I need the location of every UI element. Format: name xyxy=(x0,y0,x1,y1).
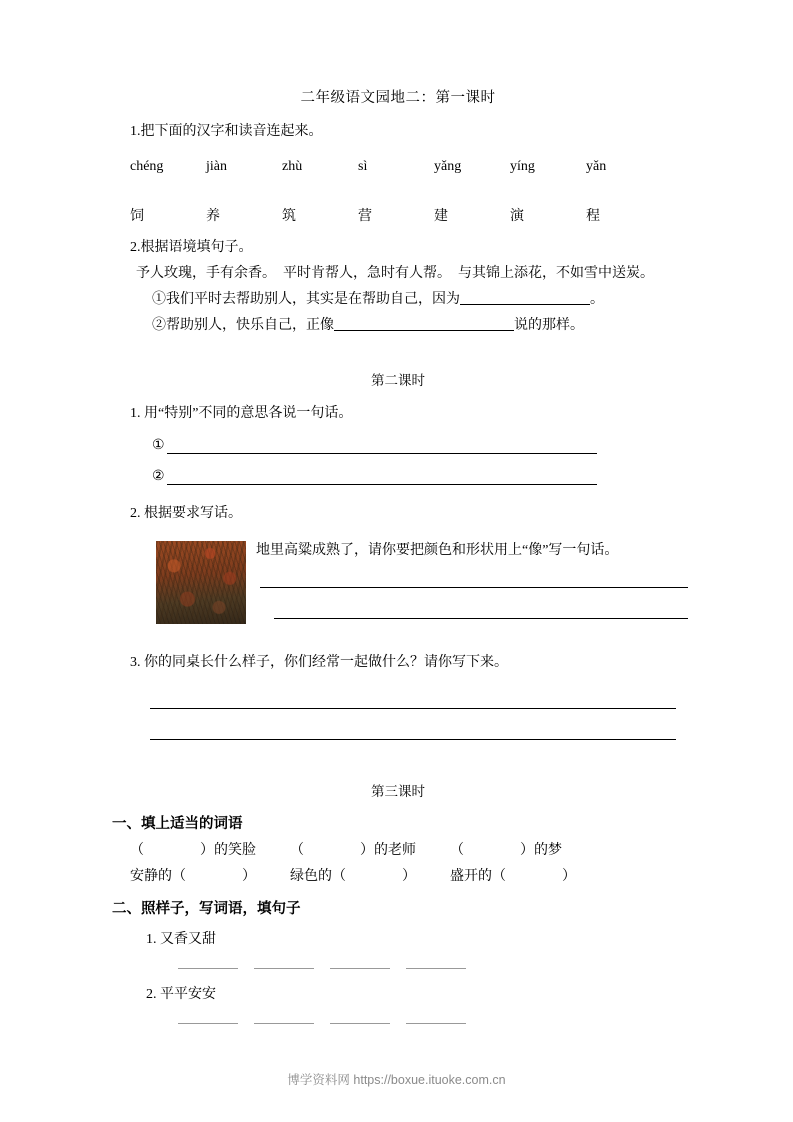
pinyin-row xyxy=(108,159,688,175)
lesson2-heading: 第二课时 xyxy=(371,373,425,388)
fill-blank-cell[interactable]: 绿色的（ ） xyxy=(290,869,416,884)
hanzi-item: 建 xyxy=(434,209,448,224)
word-blank[interactable] xyxy=(254,1009,314,1024)
lesson1-item-1-blank[interactable] xyxy=(460,288,590,305)
pinyin-item: zhù xyxy=(282,159,303,174)
word-blank[interactable] xyxy=(254,954,314,969)
sorghum-field-photo xyxy=(156,541,246,624)
lesson2-answer-blank-2[interactable] xyxy=(167,469,597,485)
lesson1-item-2-text: ②帮助别人，快乐自己，正像 xyxy=(152,318,334,333)
lesson1-item-1-text: ①我们平时去帮助别人，其实是在帮助自己，因为 xyxy=(152,292,460,307)
hanzi-item: 营 xyxy=(358,209,372,224)
hanzi-item: 筑 xyxy=(282,209,296,224)
lesson3-part-1-heading: 一、填上适当的词语 xyxy=(112,816,243,832)
lesson2-blank-row-1 xyxy=(108,437,688,454)
word-blank[interactable] xyxy=(330,1009,390,1024)
pinyin-item: yíng xyxy=(510,159,535,174)
lesson3-fill-row-2 xyxy=(108,865,688,885)
fill-blank-cell[interactable]: 盛开的（ ） xyxy=(450,869,576,884)
footer-watermark: 博学资料网 https://boxue.ituoke.com.cn xyxy=(287,1073,506,1087)
lesson3-part-2-heading: 二、照样子，写词语，填句子 xyxy=(112,901,301,917)
pinyin-item: chéng xyxy=(130,159,164,174)
image-question-caption: 地里高粱成熟了，请你要把颜色和形状用上“像”写一句话。 xyxy=(256,543,619,558)
word-blank[interactable] xyxy=(406,954,466,969)
page-title: 二年级语文园地二：第一课时 xyxy=(300,90,496,106)
lesson3-sample-1-blanks xyxy=(108,954,688,969)
image-answer-line-2[interactable] xyxy=(274,588,688,619)
lesson1-item-1 xyxy=(108,287,688,313)
fill-blank-cell[interactable]: （ ）的老师 xyxy=(290,843,416,858)
pinyin-item: yǎn xyxy=(586,159,607,174)
lesson2-q3-answer-line-2[interactable] xyxy=(150,739,676,740)
document-body xyxy=(108,86,688,1024)
fill-blank-cell[interactable]: 安静的（ ） xyxy=(130,869,256,884)
lesson1-proverbs: 予人玫瑰，手有余香。 平时肯帮人，急时有人帮。 与其锦上添花，不如雪中送炭。 xyxy=(136,266,654,281)
hanzi-item: 程 xyxy=(586,209,600,224)
word-blank[interactable] xyxy=(178,1009,238,1024)
lesson2-blank-row-2 xyxy=(108,468,688,485)
lesson3-sample-1: 1. 又香又甜 xyxy=(146,932,216,947)
lesson2-blank-label-2: ② xyxy=(152,469,165,484)
hanzi-item: 饲 xyxy=(130,209,144,224)
lesson1-item-2-blank[interactable] xyxy=(334,314,514,331)
image-question-text-wrap xyxy=(246,541,688,624)
pinyin-item: sì xyxy=(358,159,368,174)
lesson2-question-2: 2. 根据要求写话。 xyxy=(130,506,242,521)
fill-blank-cell[interactable]: （ ）的梦 xyxy=(450,843,562,858)
lesson3-sample-2-blanks xyxy=(108,1009,688,1024)
lesson2-question-3: 3. 你的同桌长什么样子，你们经常一起做什么？请你写下来。 xyxy=(130,655,508,670)
lesson3-sample-2: 2. 平平安安 xyxy=(146,987,216,1002)
lesson2-answer-blank-1[interactable] xyxy=(167,438,597,454)
hanzi-item: 演 xyxy=(510,209,524,224)
word-blank[interactable] xyxy=(178,954,238,969)
hanzi-row xyxy=(108,205,688,225)
lesson1-item-1-end: 。 xyxy=(590,292,604,307)
lesson1-question-1: 1.把下面的汉字和读音连起来。 xyxy=(130,124,323,139)
lesson2-blank-label-1: ① xyxy=(152,438,165,453)
lesson3-fill-row-1 xyxy=(108,839,688,859)
fill-blank-cell[interactable]: （ ）的笑脸 xyxy=(130,843,256,858)
lesson3-heading: 第三课时 xyxy=(371,784,425,799)
pinyin-item: jiàn xyxy=(206,159,227,174)
image-answer-line-1[interactable] xyxy=(260,561,688,588)
lesson2-question-1: 1. 用“特别”不同的意思各说一句话。 xyxy=(130,406,353,421)
word-blank[interactable] xyxy=(406,1009,466,1024)
hanzi-item: 养 xyxy=(206,209,220,224)
lesson1-item-2-end: 说的那样。 xyxy=(514,318,584,333)
image-question-block xyxy=(108,541,688,624)
pinyin-item: yǎng xyxy=(434,159,462,174)
lesson1-question-2: 2.根据语境填句子。 xyxy=(130,240,253,255)
word-blank[interactable] xyxy=(330,954,390,969)
lesson1-item-2 xyxy=(108,313,688,339)
lesson2-q3-answer-line-1[interactable] xyxy=(150,708,676,709)
